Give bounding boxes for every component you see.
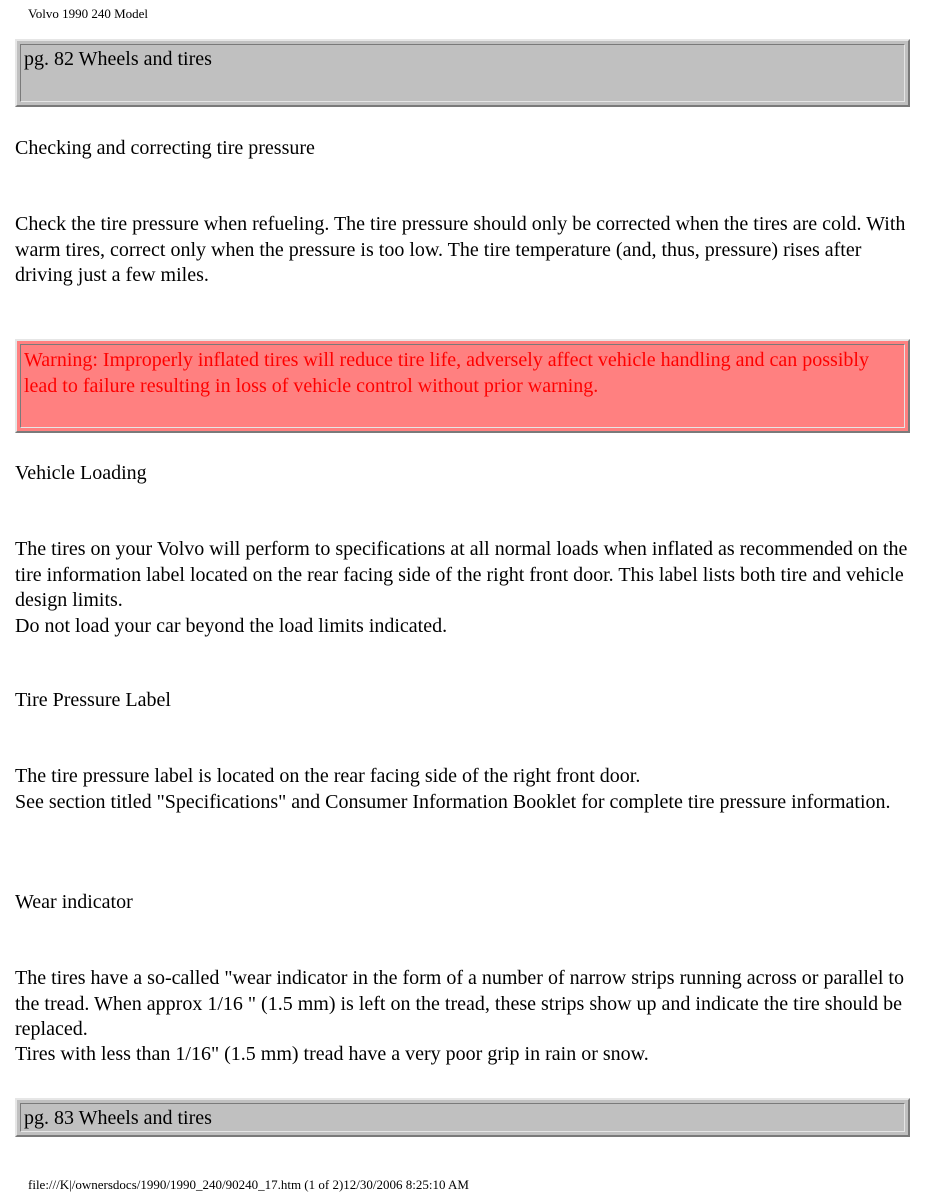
paragraph-load-limits: Do not load your car beyond the load limits indicated.: [15, 615, 448, 637]
paragraph-tread-grip: Tires with less than 1/16" (1.5 mm) tread have a very poor grip in rain or snow.: [15, 1043, 649, 1065]
document-title: Volvo 1990 240 Model: [28, 6, 149, 21]
page-header-82-label: pg. 82 Wheels and tires: [20, 44, 905, 102]
heading-tire-pressure-label: Tire Pressure Label: [15, 689, 171, 711]
paragraph-tire-pressure: Check the tire pressure when refueling. The tire pressure should only be corrected when the tires are cold. With warm tires, correct only when the pressure is too low. The tire temperature (and, thus, pressure) rises after driving just a few miles.: [15, 213, 906, 286]
heading-vehicle-loading: Vehicle Loading: [15, 462, 147, 484]
paragraph-wear-indicator: The tires have a so-called "wear indicator in the form of a number of narrow strips running across or parallel to the tread. When approx 1/16 " (1.5 mm) is left on the tread, these strips show up and indicate the tire should be replaced.: [15, 967, 904, 1040]
heading-tire-pressure: Checking and correcting tire pressure: [15, 137, 315, 159]
paragraph-label-location: The tire pressure label is located on the rear facing side of the right front door.: [15, 765, 641, 787]
warning-text: Warning: Improperly inflated tires will reduce tire life, adversely affect vehicle handling and can possibly lead to failure resulting in loss of vehicle control without prior warning.: [20, 344, 905, 428]
footer-file-path: file:///K|/ownersdocs/1990/1990_240/90240_17.htm (1 of 2)12/30/2006 8:25:10 AM: [28, 1177, 469, 1192]
page-header-83-label: pg. 83 Wheels and tires: [20, 1103, 905, 1132]
page-header-83: [15, 1098, 910, 1137]
paragraph-vehicle-loading: The tires on your Volvo will perform to specifications at all normal loads when inflated as recommended on the tire information label located on the rear facing side of the right front door. This label lists both tire and vehicle design limits.: [15, 538, 908, 611]
page-header-82: [15, 39, 910, 107]
warning-box: [15, 339, 910, 433]
heading-wear-indicator: Wear indicator: [15, 891, 133, 913]
paragraph-specifications: See section titled "Specifications" and Consumer Information Booklet for complete tire pressure information.: [15, 791, 891, 813]
